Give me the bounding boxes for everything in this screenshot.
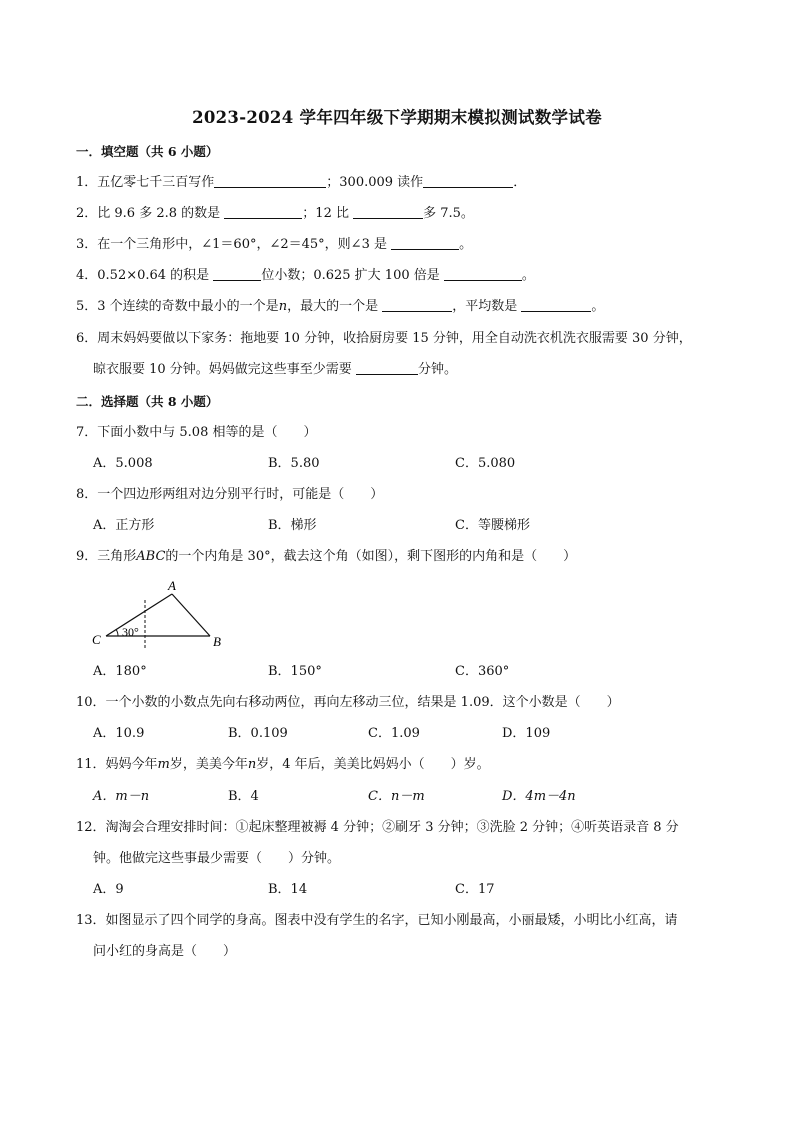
- variable: n: [278, 299, 288, 314]
- option-a: A．正方形: [93, 518, 155, 533]
- answer-blank: [423, 174, 513, 188]
- answer-blank: [521, 298, 591, 312]
- question-12-continued: 钟。他做完这些事最少需要（ ）分钟。: [93, 851, 341, 866]
- question-1-text-b: ；300.009 读作: [326, 175, 424, 190]
- question-13: 13．如图显示了四个同学的身高。图表中没有学生的名字，已知小刚最高，小丽最矮，小明比小红高，请: [76, 913, 678, 928]
- option-c: C．1.09: [368, 726, 420, 741]
- question-5: [76, 298, 604, 316]
- question-9-text: 9．三角形: [76, 549, 137, 564]
- question-12: 12．淘淘会合理安排时间：①起床整理被褥 4 分钟；②刷牙 3 分钟；③洗脸 2 分钟；④听英语录音 8 分: [76, 820, 679, 835]
- question-2-text-c: 多 7.5。: [423, 206, 474, 221]
- option-d: D．109: [502, 726, 551, 741]
- answer-blank: [382, 298, 452, 312]
- option-c: C．17: [455, 882, 495, 897]
- question-4: [76, 267, 535, 285]
- answer-blank: [356, 361, 418, 375]
- triangle-figure: [88, 576, 238, 654]
- question-3: [76, 236, 472, 254]
- question-2-text: 2．比 9.6 多 2.8 的数是: [76, 206, 221, 221]
- angle-arc: [116, 630, 118, 636]
- page-title: 2023-2024 学年四年级下学期期末模拟测试数学试卷: [192, 108, 602, 127]
- variable: m: [157, 757, 170, 772]
- question-11: [76, 756, 490, 774]
- question-11-text-b: 岁，美美今年: [169, 757, 248, 772]
- variable: ABC: [136, 549, 166, 564]
- question-3-text-b: 。: [459, 237, 473, 252]
- option-b: B．0.109: [228, 726, 288, 741]
- option-a: A．9: [93, 882, 124, 897]
- answer-blank: [224, 205, 302, 219]
- option-d: D．4m－4n: [502, 789, 576, 804]
- question-7: 7．下面小数中与 5.08 相等的是（ ）: [76, 425, 317, 440]
- question-8: 8．一个四边形两组对边分别平行时，可能是（ ）: [76, 487, 384, 502]
- option-b: B．4: [228, 789, 259, 804]
- question-4-text-b: 位小数；0.625 扩大 100 倍是: [261, 268, 440, 283]
- option-a: A．m－n: [93, 789, 150, 804]
- question-2-text-b: ；12 比: [302, 206, 349, 221]
- answer-blank: [391, 236, 459, 250]
- question-9-text-b: 的一个内角是 30°，截去这个角（如图），剩下图形的内角和是（ ）: [165, 549, 577, 564]
- section-fill-in-blank: 一．填空题（共 6 小题）: [76, 144, 219, 159]
- question-5-text-c: ，平均数是: [452, 299, 518, 314]
- option-a: A．180°: [93, 664, 147, 679]
- question-11-text-c: 岁，4 年后，美美比妈妈小（ ）岁。: [256, 757, 490, 772]
- question-3-text: 3．在一个三角形中，∠1＝60°，∠2＝45°，则∠3 是: [76, 237, 387, 252]
- question-1-text-c: ．: [513, 175, 527, 190]
- answer-blank: [353, 205, 423, 219]
- answer-blank: [444, 267, 522, 281]
- side-ca: [106, 594, 172, 636]
- side-ab: [172, 594, 210, 636]
- vertex-label-b: B: [213, 634, 221, 649]
- question-1-text: 1．五亿零七千三百写作: [76, 175, 215, 190]
- vertex-label-c: C: [92, 632, 101, 647]
- option-b: B．14: [268, 882, 308, 897]
- angle-label: 30°: [122, 625, 139, 639]
- option-a: A．10.9: [93, 726, 145, 741]
- question-1: [76, 174, 526, 192]
- option-b: B．150°: [268, 664, 322, 679]
- vertex-label-a: A: [168, 578, 176, 593]
- question-6: 6．周末妈妈要做以下家务：拖地要 10 分钟，收拾厨房要 15 分钟，用全自动洗衣机洗衣服需要 30 分钟，: [76, 331, 692, 346]
- option-a: A．5.008: [93, 456, 153, 471]
- question-11-text: 11．妈妈今年: [76, 757, 158, 772]
- answer-blank: [214, 174, 326, 188]
- question-6-text: 晾衣服要 10 分钟。妈妈做完这些事至少需要: [93, 362, 352, 377]
- question-4-text: 4．0.52×0.64 的积是: [76, 268, 210, 283]
- question-2: [76, 205, 474, 223]
- question-9: [76, 548, 576, 566]
- question-5-text: 5．3 个连续的奇数中最小的一个是: [76, 299, 279, 314]
- question-5-text-b: ，最大的一个是: [287, 299, 379, 314]
- answer-blank: [213, 267, 261, 281]
- question-6-text-b: 分钟。: [417, 362, 457, 377]
- question-4-text-c: 。: [521, 268, 535, 283]
- question-13-continued: 问小红的身高是（ ）: [93, 944, 237, 959]
- question-5-text-d: 。: [591, 299, 605, 314]
- option-c: C．5.080: [455, 456, 516, 471]
- option-b: B．5.80: [268, 456, 320, 471]
- option-c: C．等腰梯形: [455, 518, 530, 533]
- question-6-continued: [93, 361, 457, 379]
- question-10: 10．一个小数的小数点先向右移动两位，再向左移动三位，结果是 1.09．这个小数是（ ）: [76, 695, 620, 710]
- section-multiple-choice: 二．选择题（共 8 小题）: [76, 394, 219, 409]
- option-c: C．360°: [455, 664, 510, 679]
- option-b: B．梯形: [268, 518, 317, 533]
- variable: n: [247, 757, 257, 772]
- option-c: C．n－m: [368, 789, 425, 804]
